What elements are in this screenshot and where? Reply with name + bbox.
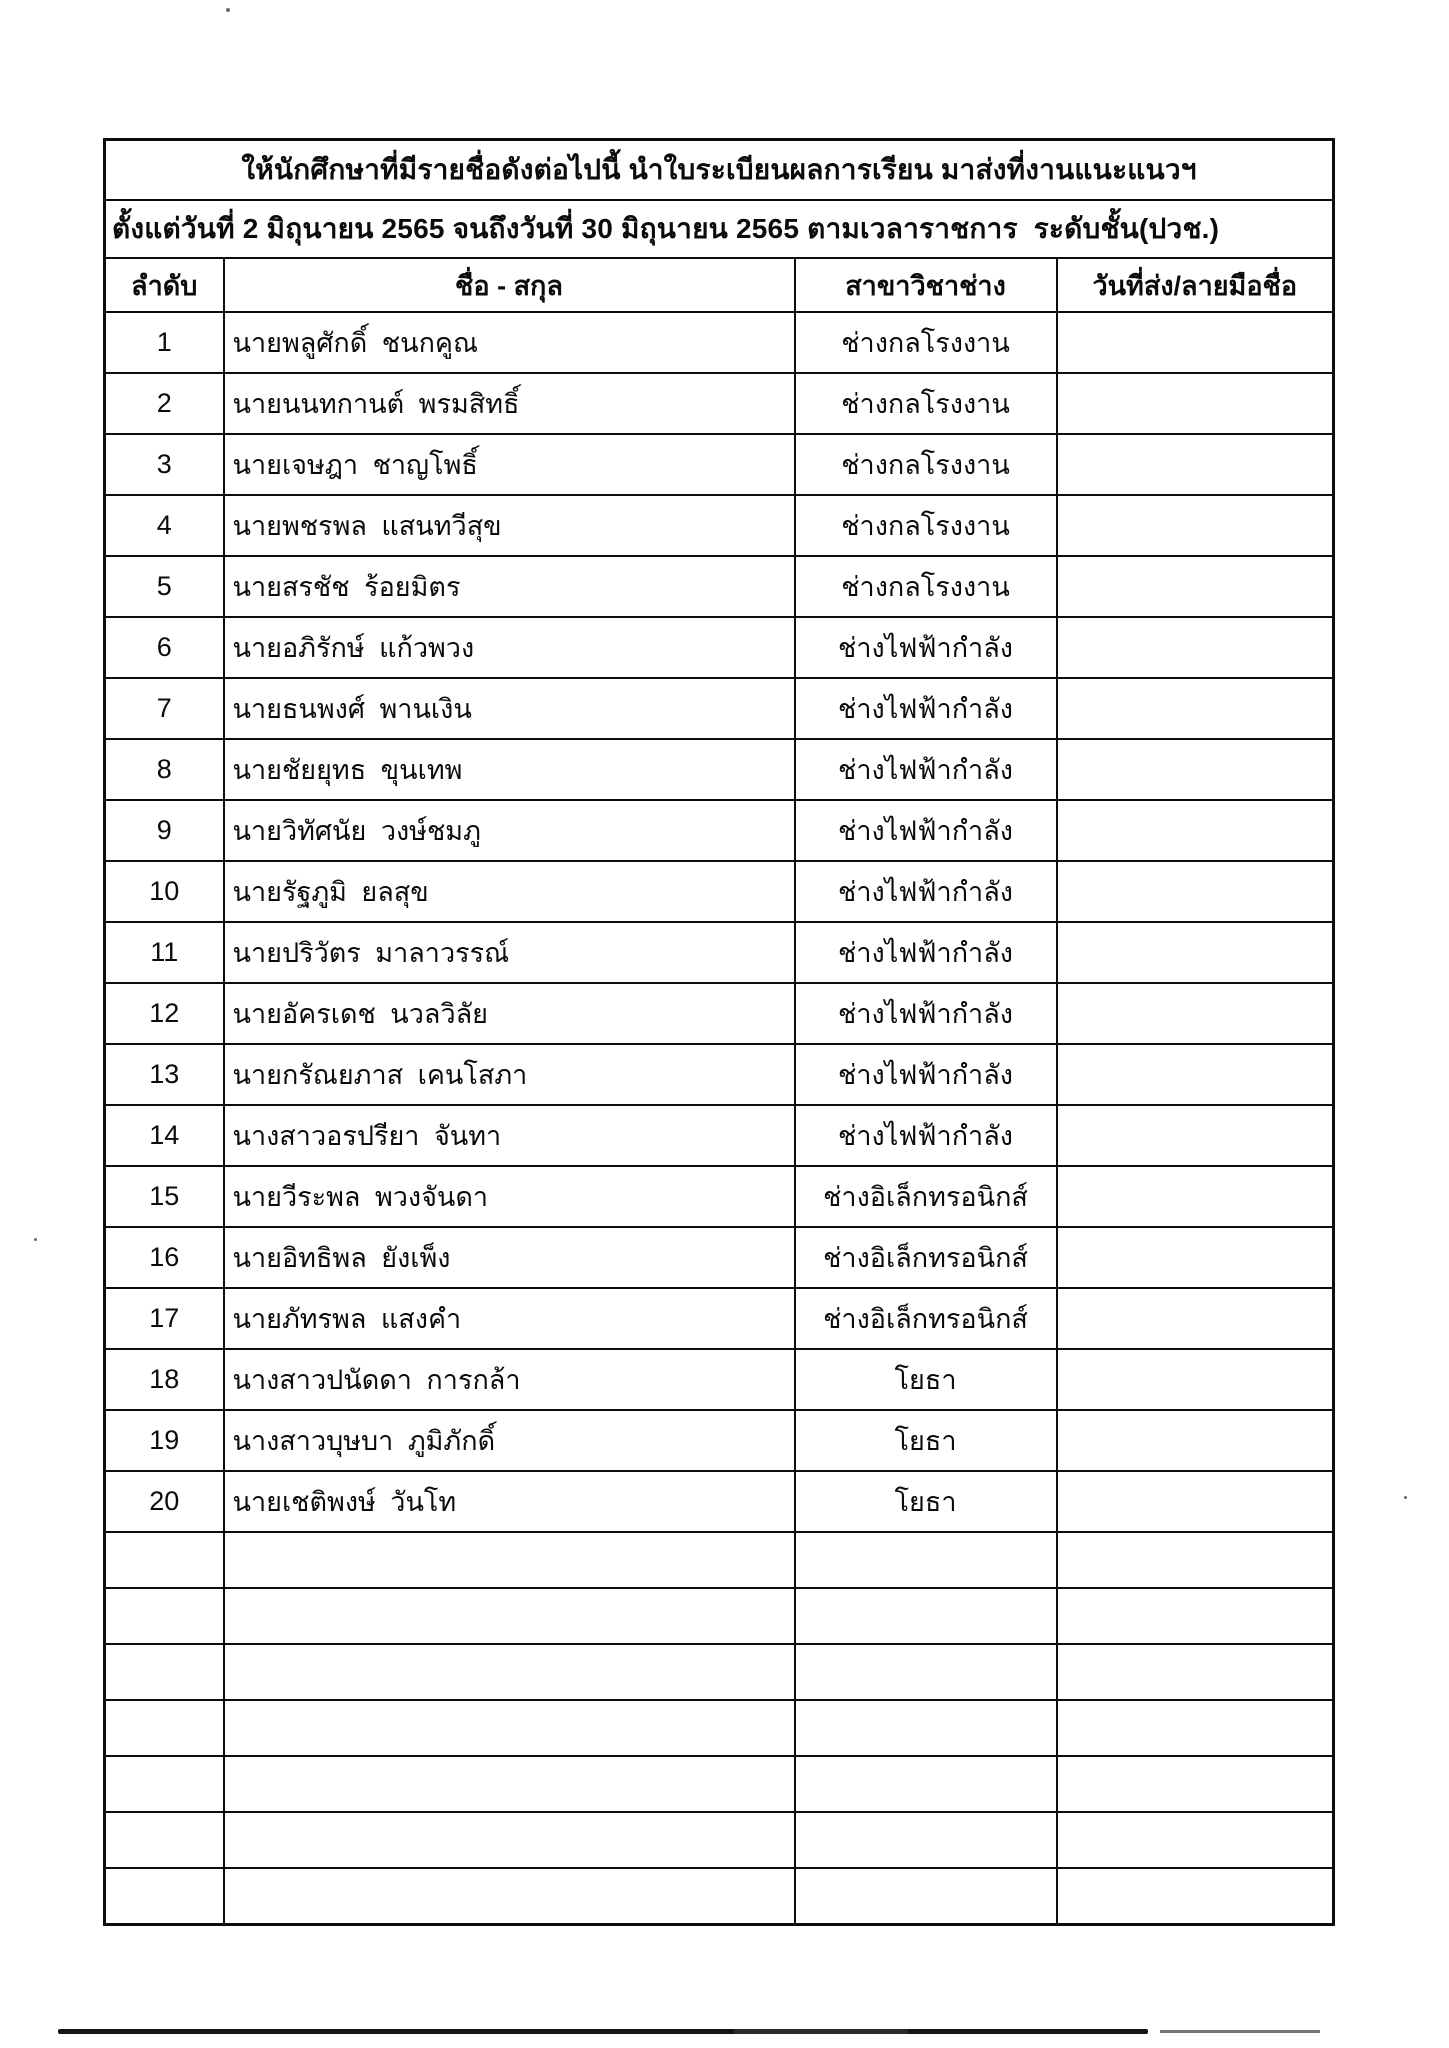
empty-table-row — [105, 1756, 1334, 1812]
student-rows — [105, 140, 1334, 1925]
table-row — [105, 312, 1334, 373]
name-cell: นางสาวปนัดดา การกล้า — [224, 1349, 795, 1410]
signature-cell — [1057, 1227, 1334, 1288]
signature-cell — [1057, 1349, 1334, 1410]
table-subtitle: ตั้งแต่วันที่ 2 มิถุนายน 2565 จนถึงวันที่ 30 มิถุนายน 2565 ตามเวลาราชการ ระดับชั้น(ปวช.) — [105, 200, 1334, 258]
department-cell: ช่างอิเล็กทรอนิกส์ — [795, 1288, 1057, 1349]
department-cell — [795, 1700, 1057, 1756]
signature-cell — [1057, 434, 1334, 495]
department-cell: ช่างไฟฟ้ากำลัง — [795, 922, 1057, 983]
name-cell: นายพลูศักดิ์ ชนกคูณ — [224, 312, 795, 373]
table-row — [105, 922, 1334, 983]
row-number-cell — [105, 1756, 224, 1812]
row-number-cell — [105, 1868, 224, 1925]
name-cell: นายกรัณยภาส เคนโสภา — [224, 1044, 795, 1105]
table-row — [105, 1288, 1334, 1349]
department-cell: ช่างไฟฟ้ากำลัง — [795, 739, 1057, 800]
department-cell: ช่างกลโรงงาน — [795, 373, 1057, 434]
row-number-cell: 10 — [105, 861, 224, 922]
row-number-cell: 7 — [105, 678, 224, 739]
row-number-cell: 17 — [105, 1288, 224, 1349]
empty-table-row — [105, 1532, 1334, 1588]
table-row — [105, 556, 1334, 617]
column-header-department: สาขาวิชาช่าง — [795, 258, 1057, 312]
signature-cell — [1057, 312, 1334, 373]
department-cell: ช่างอิเล็กทรอนิกส์ — [795, 1227, 1057, 1288]
department-cell: ช่างไฟฟ้ากำลัง — [795, 1044, 1057, 1105]
row-number-cell: 5 — [105, 556, 224, 617]
department-cell: ช่างกลโรงงาน — [795, 434, 1057, 495]
table-row — [105, 861, 1334, 922]
department-cell — [795, 1588, 1057, 1644]
name-cell: นายเจษฎา ชาญโพธิ์ — [224, 434, 795, 495]
row-number-cell: 18 — [105, 1349, 224, 1410]
scan-artifact-bottom-line — [58, 2029, 1148, 2034]
table-row — [105, 739, 1334, 800]
empty-table-row — [105, 1644, 1334, 1700]
row-number-cell: 20 — [105, 1471, 224, 1532]
signature-cell — [1057, 1532, 1334, 1588]
name-cell: นายอภิรักษ์ แก้วพวง — [224, 617, 795, 678]
name-cell: นางสาวบุษบา ภูมิภักดิ์ — [224, 1410, 795, 1471]
table-row — [105, 1410, 1334, 1471]
name-cell: นายปริวัตร มาลาวรรณ์ — [224, 922, 795, 983]
row-number-cell: 15 — [105, 1166, 224, 1227]
signature-cell — [1057, 1410, 1334, 1471]
name-cell — [224, 1644, 795, 1700]
row-number-cell: 19 — [105, 1410, 224, 1471]
signature-cell — [1057, 983, 1334, 1044]
department-cell: ช่างอิเล็กทรอนิกส์ — [795, 1166, 1057, 1227]
name-cell: นายวิทัศนัย วงษ์ชมภู — [224, 800, 795, 861]
table-row — [105, 1105, 1334, 1166]
scan-speck — [226, 8, 230, 12]
signature-cell — [1057, 1868, 1334, 1925]
name-cell: นายวีระพล พวงจันดา — [224, 1166, 795, 1227]
department-cell: ช่างกลโรงงาน — [795, 556, 1057, 617]
empty-table-row — [105, 1868, 1334, 1925]
table-row — [105, 1349, 1334, 1410]
table-row — [105, 1044, 1334, 1105]
signature-cell — [1057, 800, 1334, 861]
signature-cell — [1057, 1044, 1334, 1105]
signature-cell — [1057, 1105, 1334, 1166]
student-submission-table — [103, 138, 1335, 1926]
empty-table-row — [105, 1812, 1334, 1868]
table-title-row — [105, 140, 1334, 201]
name-cell — [224, 1868, 795, 1925]
signature-cell — [1057, 1700, 1334, 1756]
name-cell: นายอิทธิพล ยังเพ็ง — [224, 1227, 795, 1288]
signature-cell — [1057, 556, 1334, 617]
signature-cell — [1057, 1756, 1334, 1812]
name-cell: นายรัฐภูมิ ยลสุข — [224, 861, 795, 922]
table-row — [105, 373, 1334, 434]
column-header-signature: วันที่ส่ง/ลายมือชื่อ — [1057, 258, 1334, 312]
row-number-cell: 8 — [105, 739, 224, 800]
row-number-cell: 4 — [105, 495, 224, 556]
row-number-cell: 16 — [105, 1227, 224, 1288]
row-number-cell: 14 — [105, 1105, 224, 1166]
column-header-row — [105, 258, 1334, 312]
scan-speck — [1404, 1496, 1407, 1499]
empty-table-row — [105, 1588, 1334, 1644]
table-row — [105, 678, 1334, 739]
name-cell: นายภัทรพล แสงคำ — [224, 1288, 795, 1349]
department-cell: ช่างกลโรงงาน — [795, 495, 1057, 556]
row-number-cell — [105, 1812, 224, 1868]
name-cell — [224, 1812, 795, 1868]
row-number-cell: 1 — [105, 312, 224, 373]
department-cell — [795, 1868, 1057, 1925]
department-cell: ช่างไฟฟ้ากำลัง — [795, 1105, 1057, 1166]
table-title: ให้นักศึกษาที่มีรายชื่อดังต่อไปนี้ นำใบระเบียนผลการเรียน มาส่งที่งานแนะแนวฯ — [105, 140, 1334, 201]
name-cell: นายสรชัช ร้อยมิตร — [224, 556, 795, 617]
signature-cell — [1057, 1166, 1334, 1227]
signature-cell — [1057, 495, 1334, 556]
row-number-cell: 11 — [105, 922, 224, 983]
signature-cell — [1057, 1588, 1334, 1644]
table-row — [105, 983, 1334, 1044]
department-cell — [795, 1756, 1057, 1812]
signature-cell — [1057, 861, 1334, 922]
department-cell: ช่างไฟฟ้ากำลัง — [795, 617, 1057, 678]
table-row — [105, 1166, 1334, 1227]
table-row — [105, 1471, 1334, 1532]
row-number-cell: 3 — [105, 434, 224, 495]
row-number-cell — [105, 1700, 224, 1756]
name-cell: นายเชติพงษ์ วันโท — [224, 1471, 795, 1532]
department-cell — [795, 1644, 1057, 1700]
department-cell: โยธา — [795, 1349, 1057, 1410]
name-cell: นายนนทกานต์ พรมสิทธิ์ — [224, 373, 795, 434]
department-cell: ช่างไฟฟ้ากำลัง — [795, 678, 1057, 739]
table-row — [105, 434, 1334, 495]
signature-cell — [1057, 1471, 1334, 1532]
name-cell: นายพชรพล แสนทวีสุข — [224, 495, 795, 556]
department-cell: โยธา — [795, 1410, 1057, 1471]
column-header-number: ลำดับ — [105, 258, 224, 312]
name-cell: นายอัครเดช นวลวิลัย — [224, 983, 795, 1044]
signature-cell — [1057, 1812, 1334, 1868]
signature-cell — [1057, 922, 1334, 983]
name-cell: นางสาวอรปรียา จันทา — [224, 1105, 795, 1166]
name-cell — [224, 1588, 795, 1644]
signature-cell — [1057, 1288, 1334, 1349]
scan-speck — [34, 1238, 37, 1241]
row-number-cell — [105, 1532, 224, 1588]
name-cell: นายชัยยุทธ ขุนเทพ — [224, 739, 795, 800]
name-cell — [224, 1700, 795, 1756]
table-subtitle-row — [105, 200, 1334, 258]
table-row — [105, 617, 1334, 678]
signature-cell — [1057, 373, 1334, 434]
department-cell: ช่างไฟฟ้ากำลัง — [795, 861, 1057, 922]
empty-table-row — [105, 1700, 1334, 1756]
row-number-cell: 2 — [105, 373, 224, 434]
table-row — [105, 495, 1334, 556]
row-number-cell: 6 — [105, 617, 224, 678]
name-cell — [224, 1756, 795, 1812]
signature-cell — [1057, 739, 1334, 800]
row-number-cell: 12 — [105, 983, 224, 1044]
row-number-cell — [105, 1588, 224, 1644]
row-number-cell: 9 — [105, 800, 224, 861]
table-row — [105, 800, 1334, 861]
name-cell: นายธนพงศ์ พานเงิน — [224, 678, 795, 739]
department-cell: ช่างไฟฟ้ากำลัง — [795, 800, 1057, 861]
department-cell: ช่างไฟฟ้ากำลัง — [795, 983, 1057, 1044]
signature-cell — [1057, 1644, 1334, 1700]
department-cell: ช่างกลโรงงาน — [795, 312, 1057, 373]
table-row — [105, 1227, 1334, 1288]
scan-artifact-bottom-line-faint — [1160, 2030, 1320, 2033]
department-cell — [795, 1532, 1057, 1588]
column-header-name: ชื่อ - สกุล — [224, 258, 795, 312]
row-number-cell — [105, 1644, 224, 1700]
row-number-cell: 13 — [105, 1044, 224, 1105]
department-cell — [795, 1812, 1057, 1868]
name-cell — [224, 1532, 795, 1588]
signature-cell — [1057, 617, 1334, 678]
department-cell: โยธา — [795, 1471, 1057, 1532]
signature-cell — [1057, 678, 1334, 739]
